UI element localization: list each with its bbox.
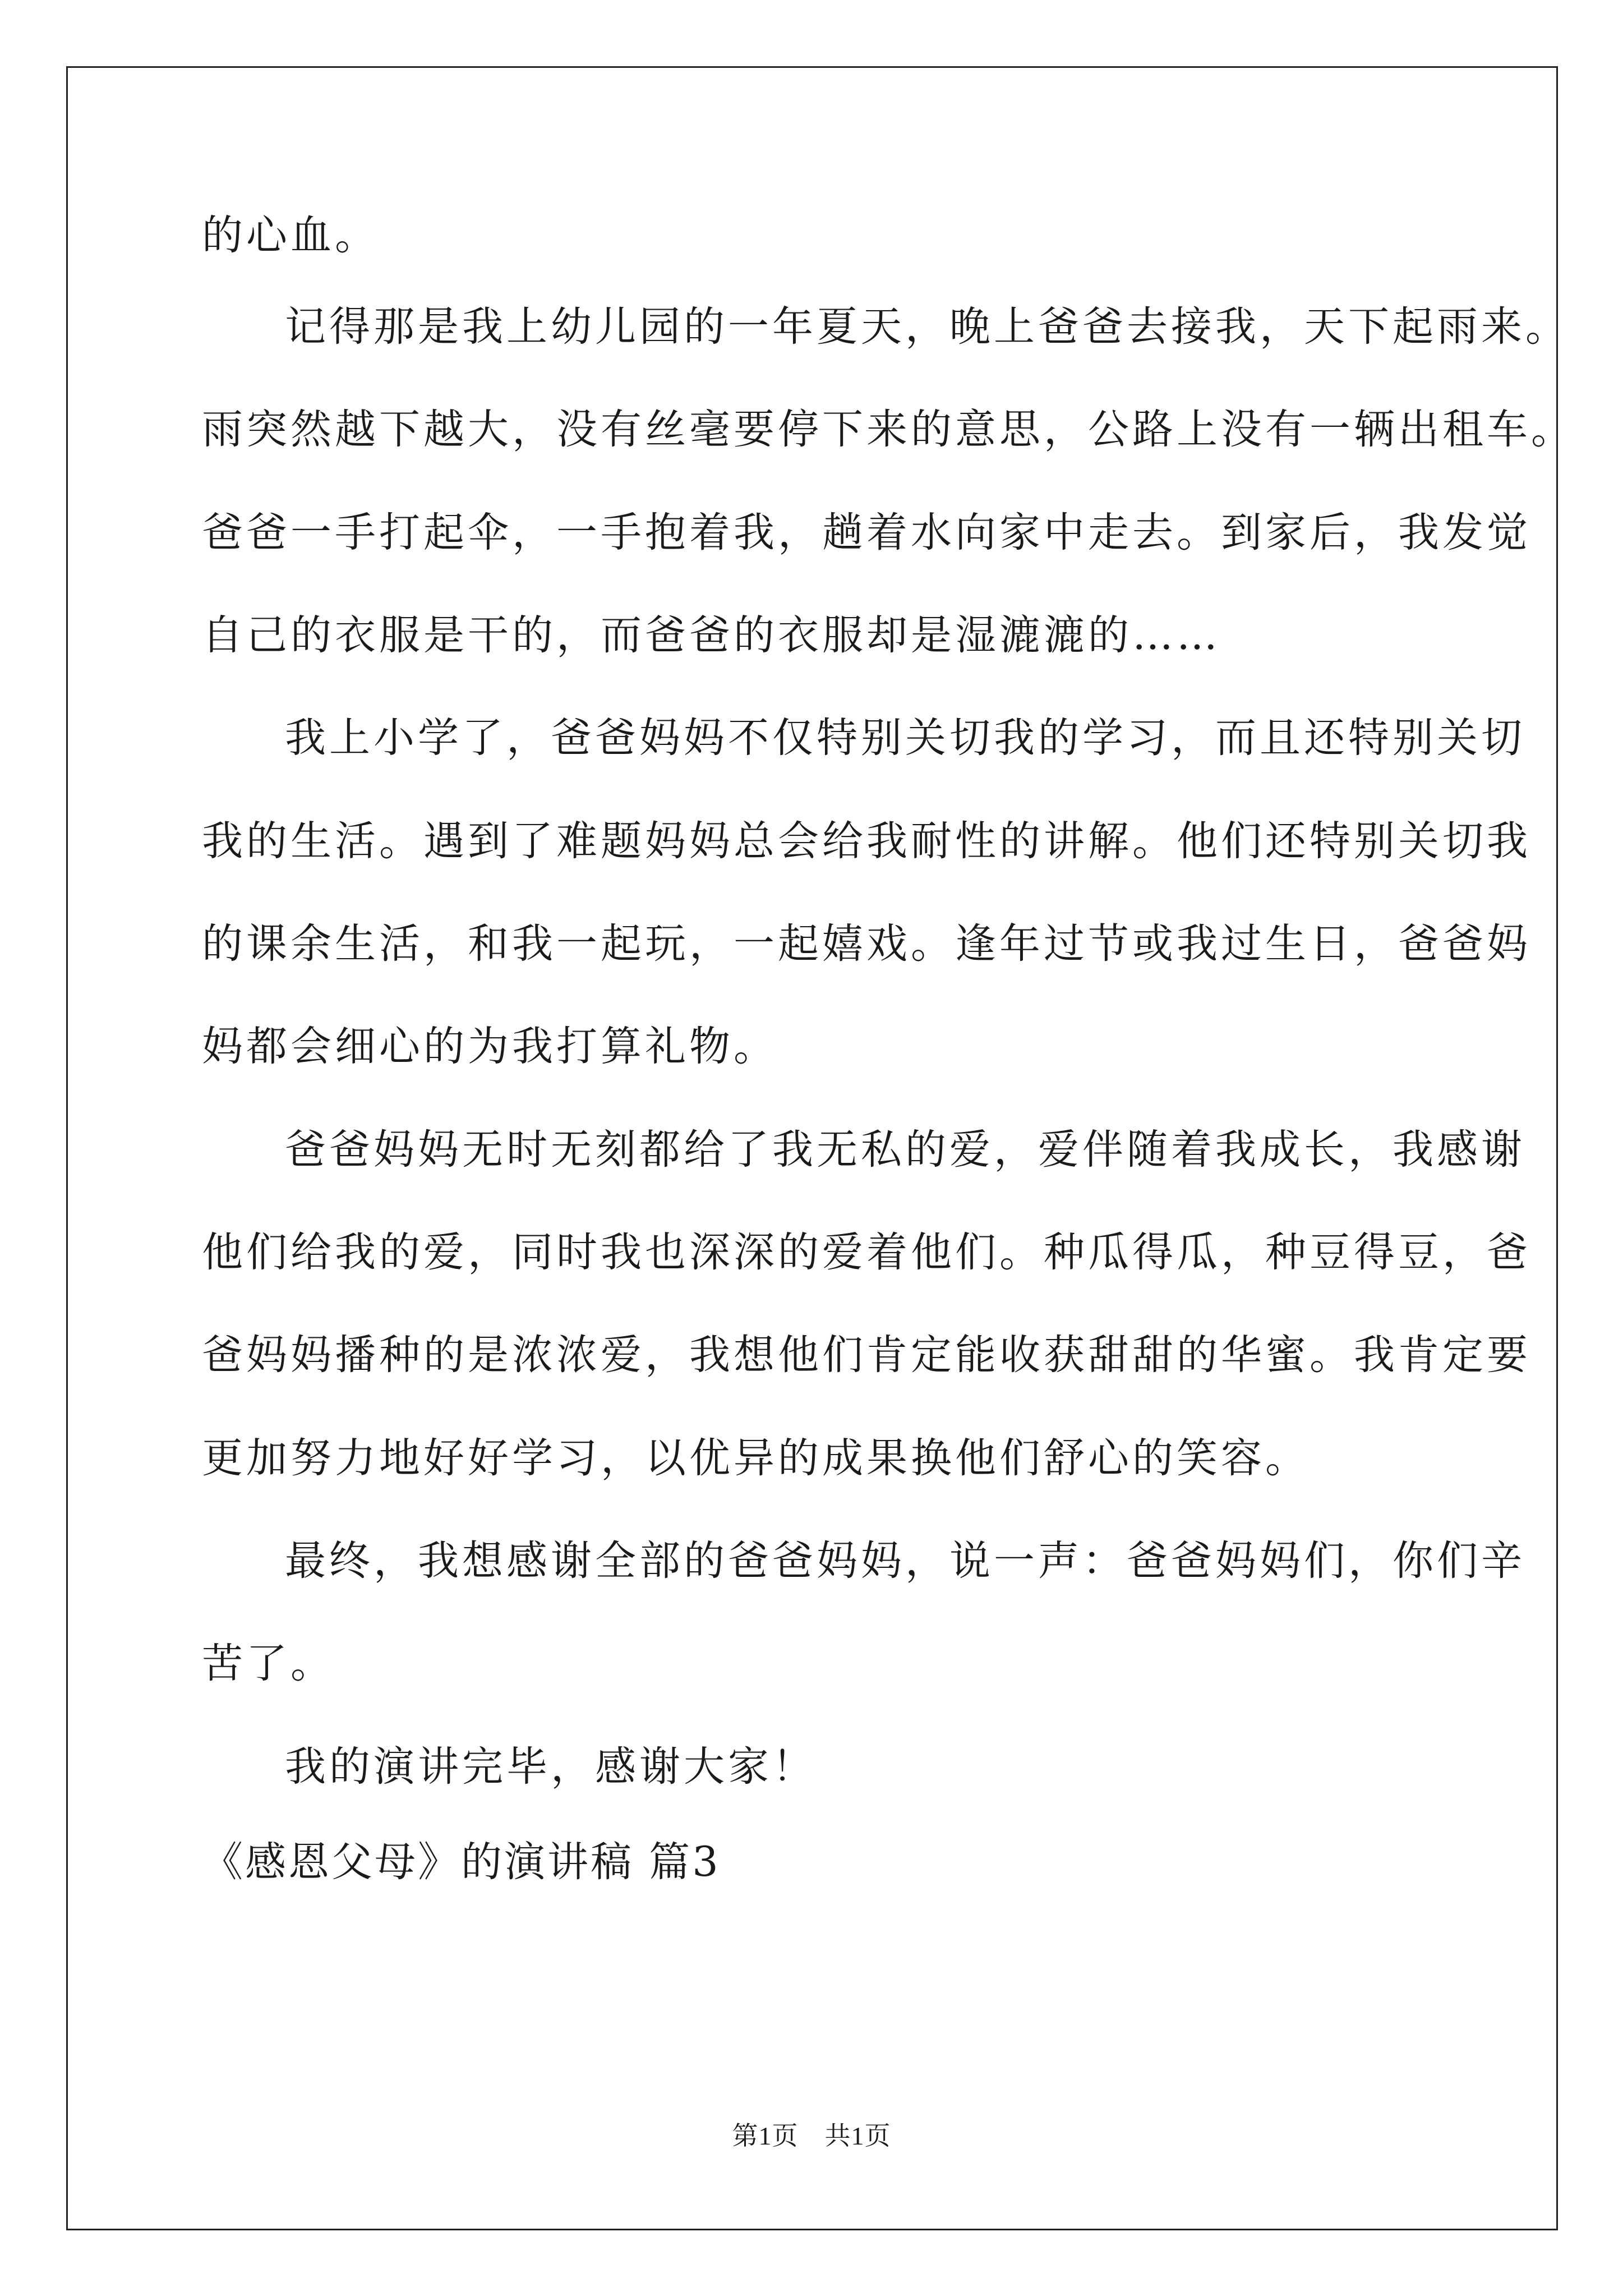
text-line-13: 更加努力地好好学习，以优异的成果换他们舒心的笑容。 bbox=[202, 1434, 1310, 1482]
text-line-7: 我的生活。遇到了难题妈妈总会给我耐性的讲解。他们还特别关切我 bbox=[202, 817, 1531, 865]
text-line-14: 最终，我想感谢全部的爸爸妈妈，说一声：爸爸妈妈们，你们辛 bbox=[285, 1537, 1525, 1585]
text-line-15: 苦了。 bbox=[202, 1640, 335, 1687]
text-line-4: 爸爸一手打起伞，一手抱着我，趟着水向家中走去。到家后，我发觉 bbox=[202, 509, 1531, 556]
text-line-8: 的课余生活，和我一起玩，一起嬉戏。逢年过节或我过生日，爸爸妈 bbox=[202, 920, 1531, 968]
text-line-11: 他们给我的爱，同时我也深深的爱着他们。种瓜得瓜，种豆得豆，爸 bbox=[202, 1228, 1531, 1276]
text-line-9: 妈都会细心的为我打算礼物。 bbox=[202, 1023, 778, 1070]
text-line-5: 自己的衣服是干的，而爸爸的衣服却是湿漉漉的…… bbox=[202, 611, 1221, 659]
page-number: 第1页 共1页 bbox=[732, 2122, 891, 2150]
text-line-10: 爸爸妈妈无时无刻都给了我无私的爱，爱伴随着我成长，我感谢 bbox=[285, 1126, 1525, 1174]
text-line-6: 我上小学了，爸爸妈妈不仅特别关切我的学习，而且还特别关切 bbox=[285, 714, 1525, 762]
text-line-3: 雨突然越下越大，没有丝毫要停下来的意思，公路上没有一辆出租车。 bbox=[202, 406, 1575, 453]
text-line-12: 爸妈妈播种的是浓浓爱，我想他们肯定能收获甜甜的华蜜。我肯定要 bbox=[202, 1331, 1531, 1379]
text-line-2: 记得那是我上幼儿园的一年夏天，晚上爸爸去接我，天下起雨来。 bbox=[285, 303, 1570, 351]
text-line-16: 我的演讲完毕，感谢大家！ bbox=[285, 1743, 817, 1791]
text-line-1: 的心血。 bbox=[202, 211, 379, 259]
section-heading: 《感恩父母》的演讲稿 篇3 bbox=[202, 1838, 721, 1886]
